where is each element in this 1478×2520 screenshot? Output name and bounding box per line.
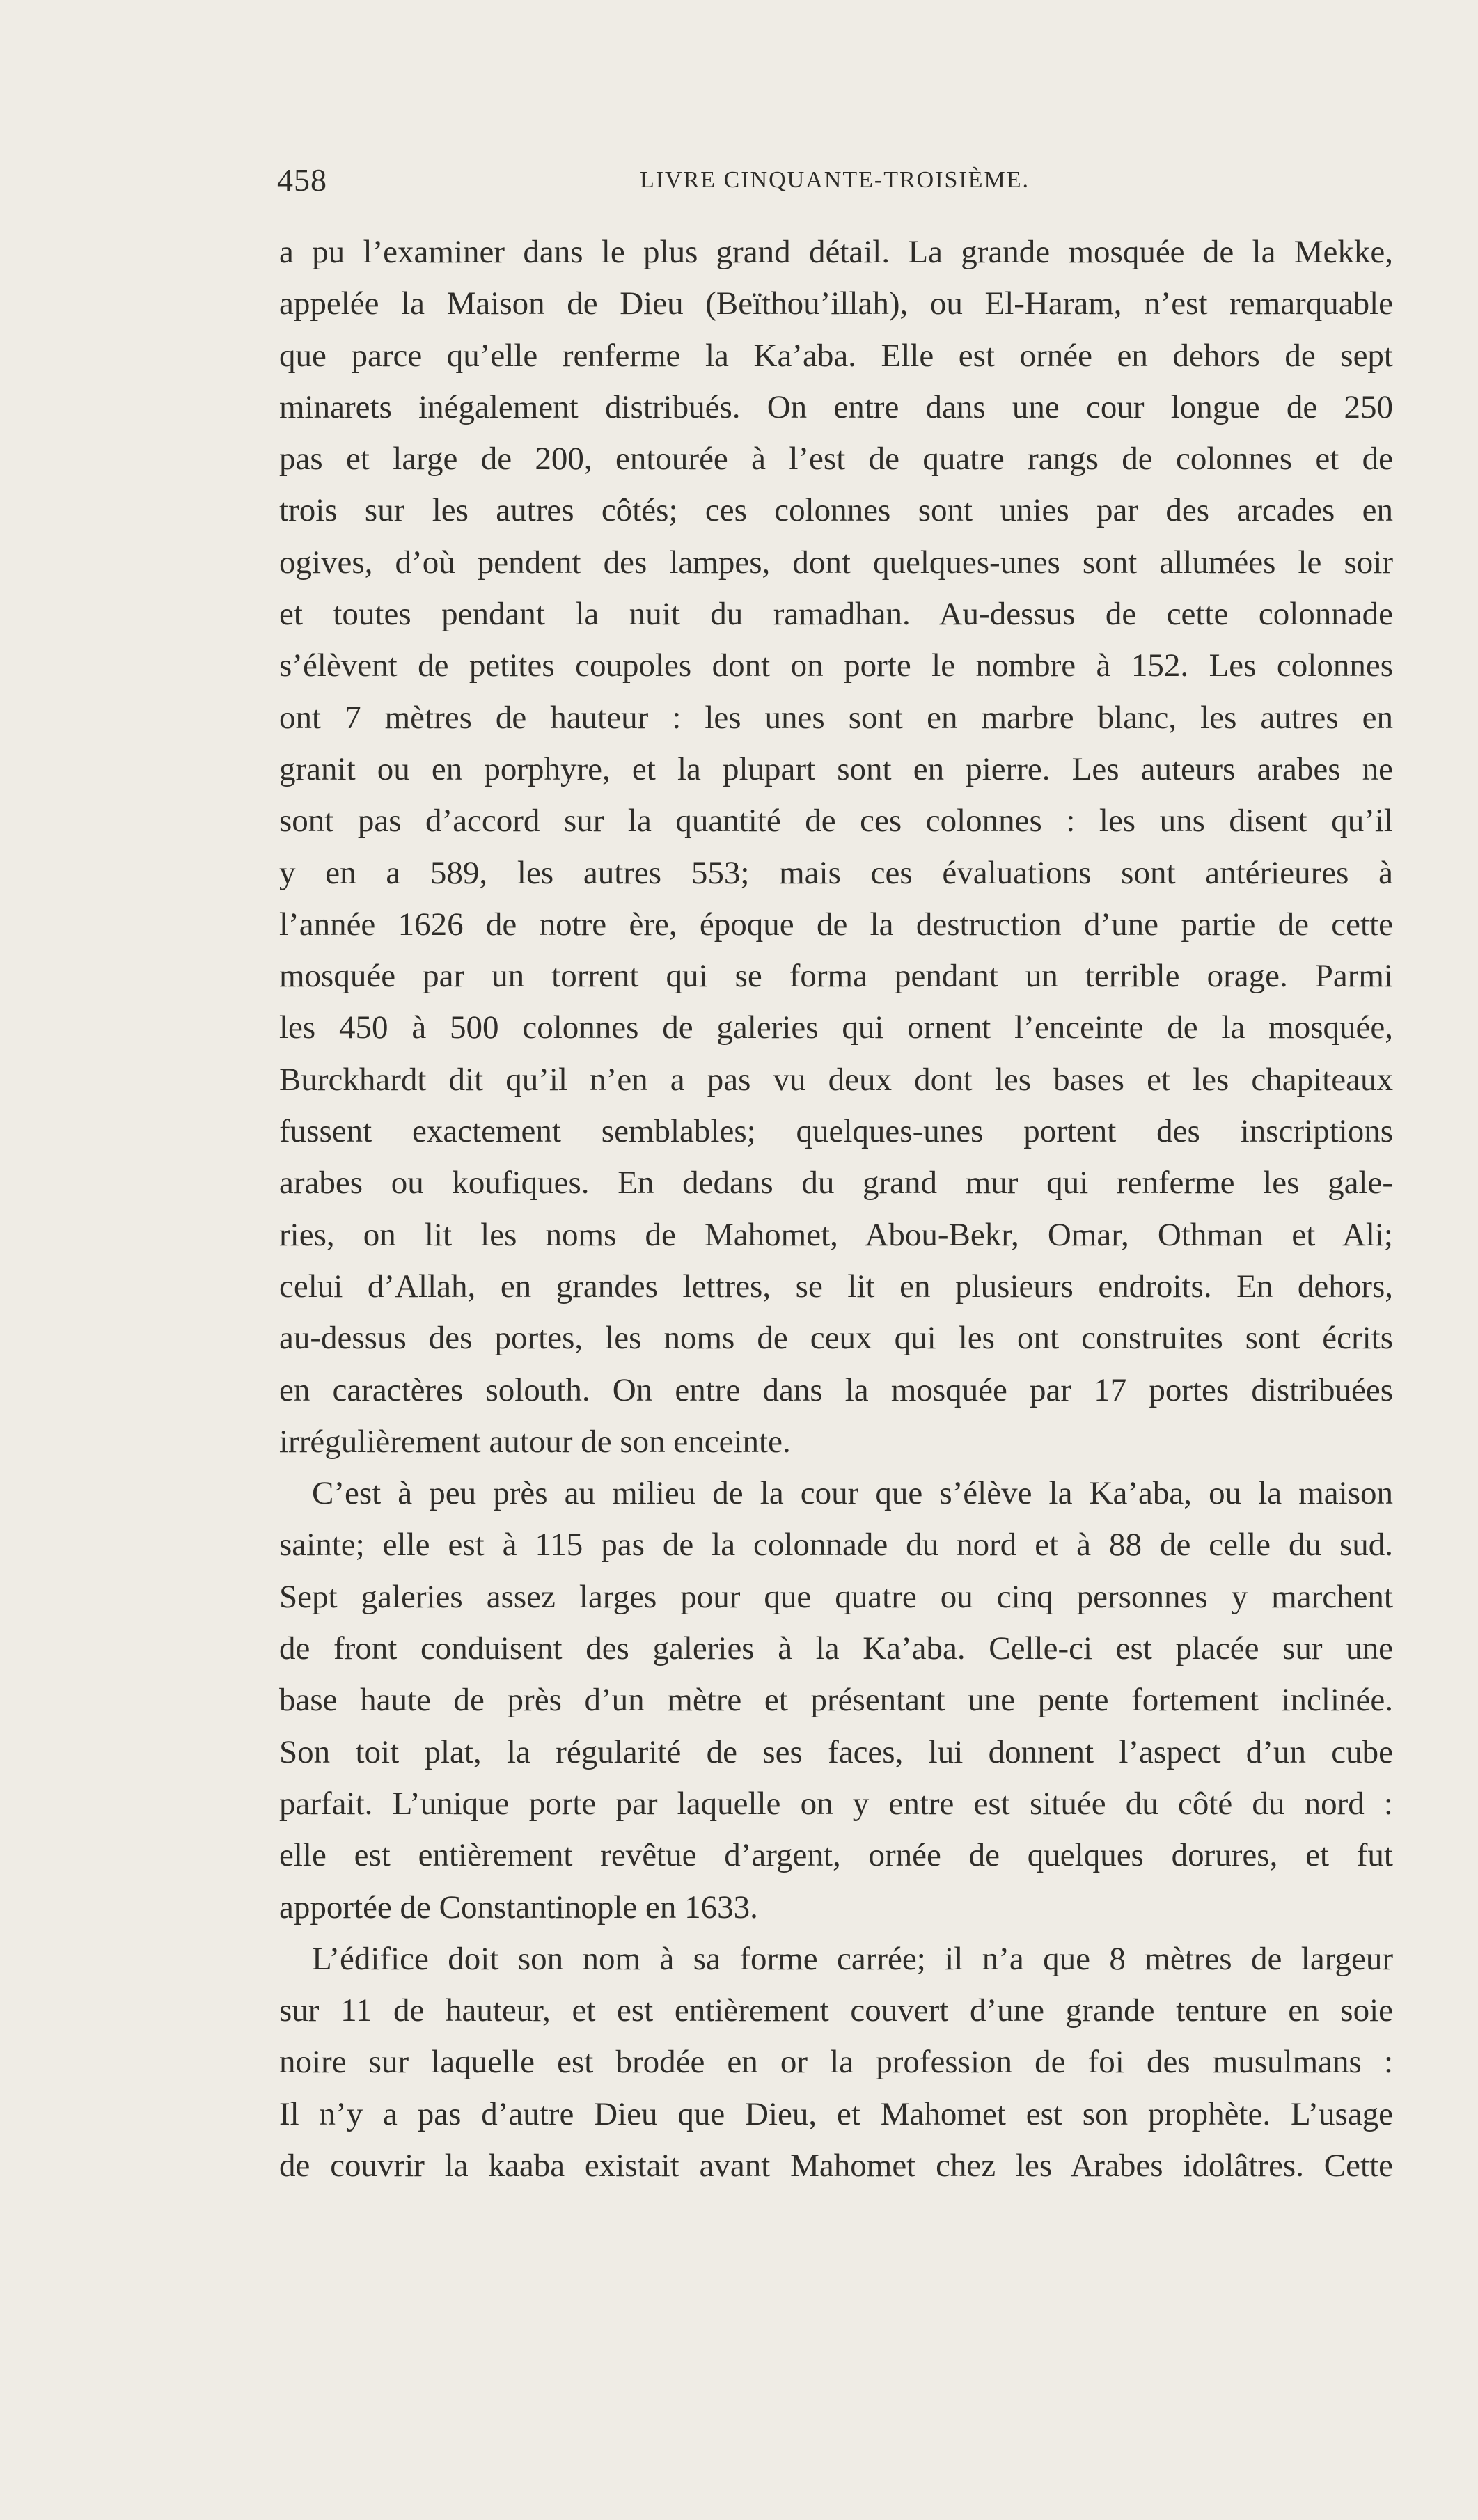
text-line: Burckhardt dit qu’il n’en a pas vu deux dont les bases et les chapiteaux xyxy=(279,1061,1393,1098)
page-number: 458 xyxy=(277,162,327,198)
text-line: appelée la Maison de Dieu (Beïthou’illah), ou El-Haram, n’est remarquable xyxy=(279,285,1393,322)
text-line: pas et large de 200, entourée à l’est de quatre rangs de colonnes et de xyxy=(279,441,1393,478)
text-line: a pu l’examiner dans le plus grand détail. La grande mosquée de la Mekke, xyxy=(279,234,1393,270)
text-line: Sept galeries assez larges pour que quatre ou cinq personnes y marchent xyxy=(279,1578,1393,1615)
text-line: s’élèvent de petites coupoles dont on porte le nombre à 152. Les colonnes xyxy=(279,647,1393,684)
text-line: que parce qu’elle renferme la Ka’aba. Elle est ornée en dehors de sept xyxy=(279,337,1393,374)
text-line: minarets inégalement distribués. On entre dans une cour longue de 250 xyxy=(279,388,1393,425)
text-line: trois sur les autres côtés; ces colonnes sont unies par des arcades en xyxy=(279,492,1393,529)
text-line: fussent exactement semblables; quelques-unes portent des inscriptions xyxy=(279,1113,1393,1150)
text-line: en caractères solouth. On entre dans la mosquée par 17 portes distribuées xyxy=(279,1371,1393,1408)
text-line: y en a 589, les autres 553; mais ces évaluations sont antérieures à xyxy=(279,854,1393,891)
text-line: ogives, d’où pendent des lampes, dont quelques-unes sont allumées le soir xyxy=(279,544,1393,581)
text-line: elle est entièrement revêtue d’argent, ornée de quelques dorures, et fut xyxy=(279,1837,1393,1874)
text-line: arabes ou koufiques. En dedans du grand mur qui renferme les gale- xyxy=(279,1165,1393,1202)
text-line: ont 7 mètres de hauteur : les unes sont en marbre blanc, les autres en xyxy=(279,699,1393,736)
paragraph xyxy=(279,1933,1393,2191)
text-line: granit ou en porphyre, et la plupart sont en pierre. Les auteurs arabes ne xyxy=(279,750,1393,787)
text-line: C’est à peu près au milieu de la cour que s’élève la Ka’aba, ou la maison xyxy=(312,1475,1393,1512)
text-line: celui d’Allah, en grandes lettres, se lit en plusieurs endroits. En dehors, xyxy=(279,1268,1393,1305)
text-line: irrégulièrement autour de son enceinte. xyxy=(279,1423,791,1460)
page-header xyxy=(277,162,1392,210)
text-line: de front conduisent des galeries à la Ka’aba. Celle-ci est placée sur une xyxy=(279,1630,1393,1667)
running-head: LIVRE CINQUANTE-TROISIÈME. xyxy=(639,167,1030,193)
text-line: ries, on lit les noms de Mahomet, Abou-Bekr, Omar, Othman et Ali; xyxy=(279,1216,1393,1253)
text-line: l’année 1626 de notre ère, époque de la destruction d’une partie de cette xyxy=(279,906,1393,943)
paragraph xyxy=(279,1467,1393,1933)
text-line: mosquée par un torrent qui se forma pendant un terrible orage. Parmi xyxy=(279,958,1393,995)
text-line: L’édifice doit son nom à sa forme carrée; il n’a que 8 mètres de largeur xyxy=(312,1940,1393,1977)
text-line: les 450 à 500 colonnes de galeries qui ornent l’enceinte de la mosquée, xyxy=(279,1009,1393,1046)
text-line: Il n’y a pas d’autre Dieu que Dieu, et Mahomet est son prophète. L’usage xyxy=(279,2095,1393,2132)
text-line: et toutes pendant la nuit du ramadhan. Au-dessus de cette colonnade xyxy=(279,596,1393,633)
text-line: de couvrir la kaaba existait avant Mahomet chez les Arabes idolâtres. Cette xyxy=(279,2147,1393,2184)
text-line: parfait. L’unique porte par laquelle on y entre est située du côté du nord : xyxy=(279,1785,1393,1822)
text-line: noire sur laquelle est brodée en or la profession de foi des musulmans : xyxy=(279,2044,1393,2081)
body-text xyxy=(279,226,1393,2191)
text-line: Son toit plat, la régularité de ses faces, lui donnent l’aspect d’un cube xyxy=(279,1733,1393,1770)
text-line: sainte; elle est à 115 pas de la colonnade du nord et à 88 de celle du sud. xyxy=(279,1527,1393,1564)
paragraph xyxy=(279,226,1393,1467)
text-line: base haute de près d’un mètre et présentant une pente fortement inclinée. xyxy=(279,1682,1393,1719)
text-line: au-dessus des portes, les noms de ceux qui les ont construites sont écrits xyxy=(279,1320,1393,1357)
text-line: sur 11 de hauteur, et est entièrement couvert d’une grande tenture en soie xyxy=(279,1992,1393,2029)
text-line: sont pas d’accord sur la quantité de ces colonnes : les uns disent qu’il xyxy=(279,803,1393,840)
text-line: apportée de Constantinople en 1633. xyxy=(279,1889,758,1926)
